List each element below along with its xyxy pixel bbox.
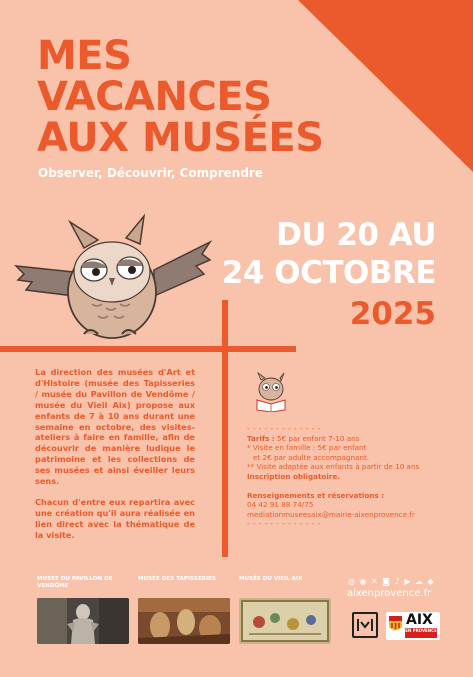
museum-vieil-aix [239,576,331,648]
museum-photo-painting [239,598,331,644]
owl-reading-illustration [254,372,288,412]
museum-label: MUSÉE DES TAPISSERIES [138,576,216,582]
description [35,367,195,541]
separator-bottom: - - - - - - - - - - - - - [247,519,321,529]
description-paragraph-1: La direction des musées d'Art et d'Histoire (musée des Tapisseries / musée du Pavillon de Vendôme / musée du Vieil Aix) propose aux enfants de 7 à 10 ans durant une semaine en octobre, des visites-ateliers à faire en famille, afin de découvrir de manière ludique le patrimoine et les collections de ses musées et ainsi éveiller leurs sens. [35,367,195,487]
famille-line-2: et 2€ par adulte accompagnant. [253,452,370,462]
logo-aix-subtext: EN PROVENCE [405,628,437,638]
museum-photo-tapestry [138,598,230,644]
tarifs-label: Tarifs : [247,433,275,443]
page-title [37,33,324,161]
museum-tapisseries [138,576,230,648]
aix-en-provence-logo [386,612,440,640]
dates-line-1: DU 20 AU [276,217,436,253]
title-line-3: AUX MUSÉES [37,115,324,161]
museum-label: MUSÉE DU VIEIL AIX [239,576,303,582]
vertical-rule [222,300,228,557]
phone-number[interactable]: 04 42 91 88 74/75 [247,500,314,510]
museum-label: MUSÉE DU PAVILLON DE VENDÔME [37,576,113,589]
title-line-1: MES [37,33,132,79]
famille-line-1: * Visite en famille : 5€ par enfant [247,443,367,453]
website-link[interactable]: aixenprovence.fr [347,588,432,599]
city-shield-icon [389,616,402,634]
owl-mascot-illustration [14,212,214,342]
inscription-row [247,472,447,482]
tarifs-row [247,434,447,444]
title-line-2: VACANCES [37,74,272,120]
spacer [247,482,447,491]
inscription-note: Inscription obligatoire. [247,471,340,481]
contact-row [247,491,447,501]
info-block [247,424,447,529]
subtitle: Observer, Découvrir, Comprendre [38,166,263,180]
museum-photo-statue [37,598,129,644]
museum-pavillon-vendome [37,576,129,648]
social-icons[interactable]: ◎ ◉ ✕ ◙ ♪ ▶ ☁ ◆ [348,577,435,586]
description-paragraph-2: Chacun d'entre eux repartira avec une création qu'il aura réalisée en lien direct avec la thématique de la visite. [35,496,195,540]
museum-logo-icon [357,618,373,632]
tarifs-value: 5€ par enfant 7-10 ans [276,433,360,443]
dates-year: 2025 [349,296,436,332]
corner-triangle [298,0,473,172]
museums-logo [352,612,378,638]
contact-label: Renseignements et réservations : [247,490,385,500]
separator-top: - - - - - - - - - - - - - [247,424,321,433]
logo-aix-text: AIX [406,612,433,628]
email-link[interactable]: mediationmuseesaix@mairie-aixenprovence.fr [247,509,415,519]
horizontal-rule [0,346,296,352]
side-credits [456,420,464,620]
adaptee-note: ** Visite adaptée aux enfants à partir de 10 ans [247,462,420,472]
dates-line-2: 24 OCTOBRE [221,255,436,291]
event-dates [222,216,436,334]
